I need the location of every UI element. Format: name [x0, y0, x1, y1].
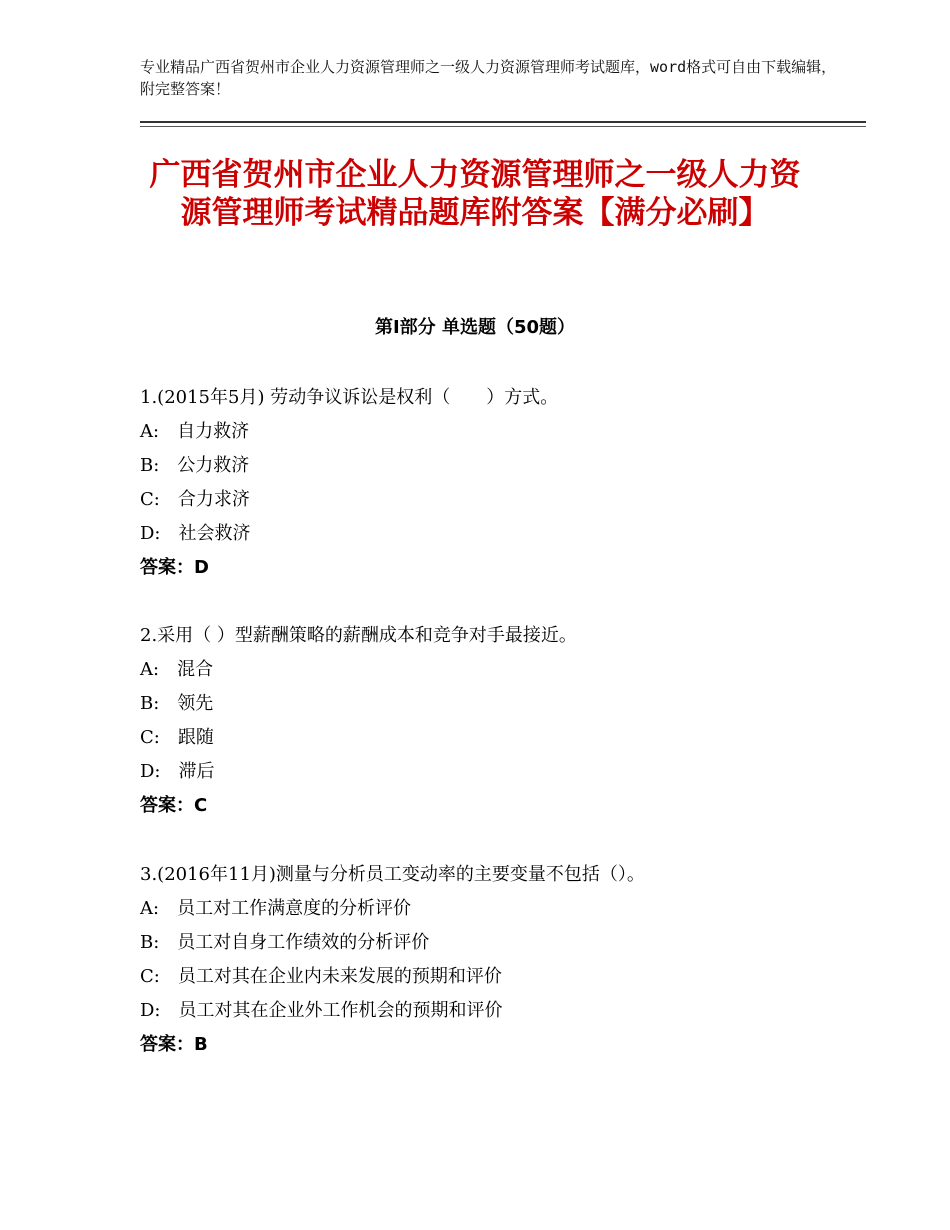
option-a: A: 自力救济: [140, 421, 250, 442]
option-a: A: 员工对工作满意度的分析评价: [140, 898, 412, 919]
question-stem: 3.(2016年11月)测量与分析员工变动率的主要变量不包括（）。: [140, 864, 645, 885]
header-note: 专业精品广西省贺州市企业人力资源管理师之一级人力资源管理师考试题库，word格式可自由下载编辑，附完整答案！: [140, 58, 837, 98]
answer: 答案：B: [140, 1034, 208, 1055]
option-c: C: 员工对其在企业内未来发展的预期和评价: [140, 966, 502, 987]
question-stem: 1.(2015年5月) 劳动争议诉讼是权利（ ）方式。: [140, 387, 559, 408]
option-c: C: 跟随: [140, 727, 214, 748]
option-b: B: 员工对自身工作绩效的分析评价: [140, 932, 430, 953]
option-d: D: 滞后: [140, 761, 215, 782]
header-rule-thick: [140, 121, 866, 123]
section-heading: 第Ⅰ部分 单选题（50题）: [374, 317, 575, 338]
option-d: D: 员工对其在企业外工作机会的预期和评价: [140, 1000, 503, 1021]
header-rule-thin: [140, 126, 866, 127]
question-stem: 2.采用（ ）型薪酬策略的薪酬成本和竞争对手最接近。: [140, 625, 577, 646]
document-title: 广西省贺州市企业人力资源管理师之一级人力资源管理师考试精品题库附答案【满分必刷】: [149, 157, 801, 231]
option-d: D: 社会救济: [140, 523, 251, 544]
question-2: [140, 619, 860, 823]
question-1: [140, 381, 860, 585]
question-3: [140, 858, 860, 1062]
option-c: C: 合力求济: [140, 489, 250, 510]
option-b: B: 公力救济: [140, 455, 250, 476]
answer: 答案：D: [140, 557, 209, 578]
option-a: A: 混合: [140, 659, 214, 680]
answer: 答案：C: [140, 795, 208, 816]
option-b: B: 领先: [140, 693, 214, 714]
